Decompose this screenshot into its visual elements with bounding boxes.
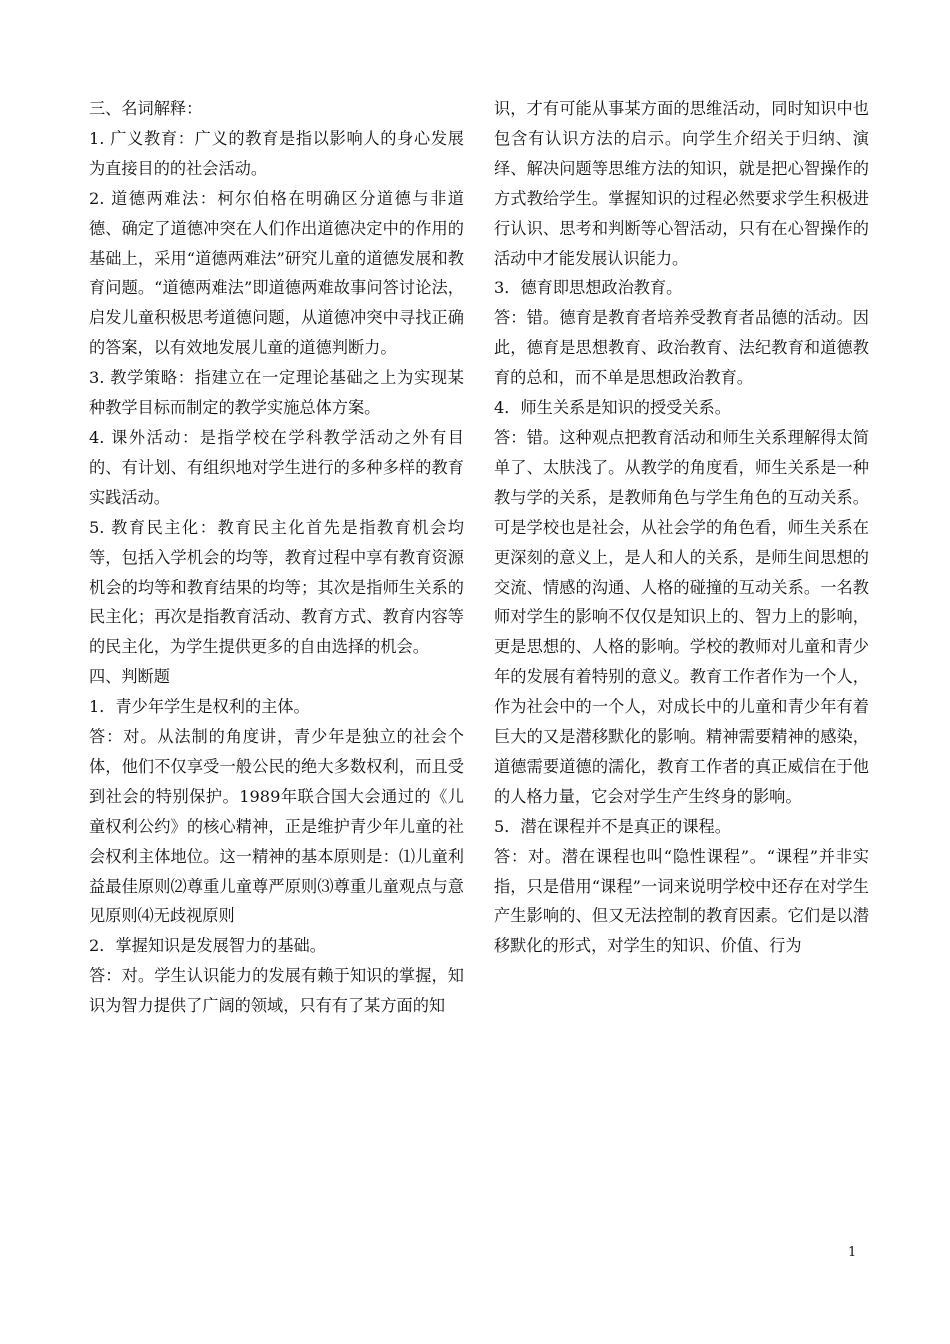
question: 4．师生关系是知识的授受关系。 [494,398,731,418]
paragraph: 1. 广义教育：广义的教育是指以影响人的身心发展为直接目的的社会活动。 [89,128,464,178]
answer: 答：错。德育是教育者培养受教育者品德的活动。因此，德育是思想教育、政治教育、法纪教育和道德教育的总和，而不单是思想政治教育。 [494,308,869,388]
right-column [494,94,869,961]
answer: 答：对。潜在课程也叫“隐性课程”。“课程”并非实指，只是借用“课程”一词来说明学校中还存在对学生产生影响的、但又无法控制的教育因素。它们是以潜移默化的形式，对学生的知识、价值、行为 [494,846,869,956]
question: 2．掌握知识是发展智力的基础。 [89,936,326,956]
question: 1．青少年学生是权利的主体。 [89,697,310,717]
question: 5．潜在课程并不是真正的课程。 [494,816,731,836]
section-heading-true-false: 四、判断题 [89,667,170,687]
answer: 答：错。这种观点把教育活动和师生关系理解得太简单了、太肤浅了。从教学的角度看，师生关系是一种教与学的关系，是教师角色与学生角色的互动关系。可是学校也是社会，从社会学的角色看，师生关系在更深刻的意义上，是人和人的关系，是师生间思想的交流、情感的沟通、人格的碰撞的互动关系。一名教师对学生的影响不仅仅是知识上的、智力上的影响，更是思想的、人格的影响。学校的教师对儿童和青少年的发展有着特别的意义。教育工作者作为一个人，作为社会中的一个人，对成长中的儿童和青少年有着巨大的又是潜移默化的影响。精神需要精神的感染，道德需要道德的濡化，教育工作者的真正威信在于他的人格力量，它会对学生产生终身的影响。 [494,427,869,806]
left-column [89,94,464,1021]
paragraph: 2. 道德两难法：柯尔伯格在明确区分道德与非道德、确定了道德冲突在人们作出道德决定中的作用的基础上，采用“道德两难法”研究儿童的道德发展和教育问题。“道德两难法”即道德两难故事问答讨论法，启发儿童积极思考道德问题，从道德冲突中寻找正确的答案，以有效地发展儿童的道德判断力。 [89,188,464,358]
answer: 答：对。学生认识能力的发展有赖于知识的掌握，知识为智力提供了广阔的领域，只有有了某方面的知 [89,966,464,1016]
section-heading-term-explanation: 三、名词解释： [89,99,203,118]
paragraph: 5. 教育民主化：教育民主化首先是指教育机会均等，包括入学机会的均等，教育过程中享有教育资源机会的均等和教育结果的均等；其次是指师生关系的民主化；再次是指教育活动、教育方式、教育内容等的民主化，为学生提供更多的自由选择的机会。 [89,517,464,657]
paragraph: 4. 课外活动：是指学校在学科教学活动之外有目的、有计划、有组织地对学生进行的多种多样的教育实践活动。 [89,427,464,507]
answer: 答：对。从法制的角度讲，青少年是独立的社会个体，他们不仅享受一般公民的绝大多数权利，而且受到社会的特别保护。1989年联合国大会通过的《儿童权利公约》的核心精神，正是维护青少年儿童的社会权利主体地位。这一精神的基本原则是：⑴儿童利益最佳原则⑵尊重儿童尊严原则⑶尊重儿童观点与意见原则⑷无歧视原则 [89,727,464,926]
question: 3．德育即思想政治教育。 [494,278,683,298]
answer-continued: 识，才有可能从事某方面的思维活动，同时知识中也包含有认识方法的启示。向学生介绍关于归纳、演绎、解决问题等思维方法的知识，就是把心智操作的方式教给学生。掌握知识的过程必然要求学生积极进行认识、思考和判断等心智活动，只有在心智操作的活动中才能发展认识能力。 [494,99,869,268]
paragraph: 3. 教学策略：指建立在一定理论基础之上为实现某种教学目标而制定的教学实施总体方案。 [89,368,464,418]
page-number: 1 [848,1245,857,1260]
